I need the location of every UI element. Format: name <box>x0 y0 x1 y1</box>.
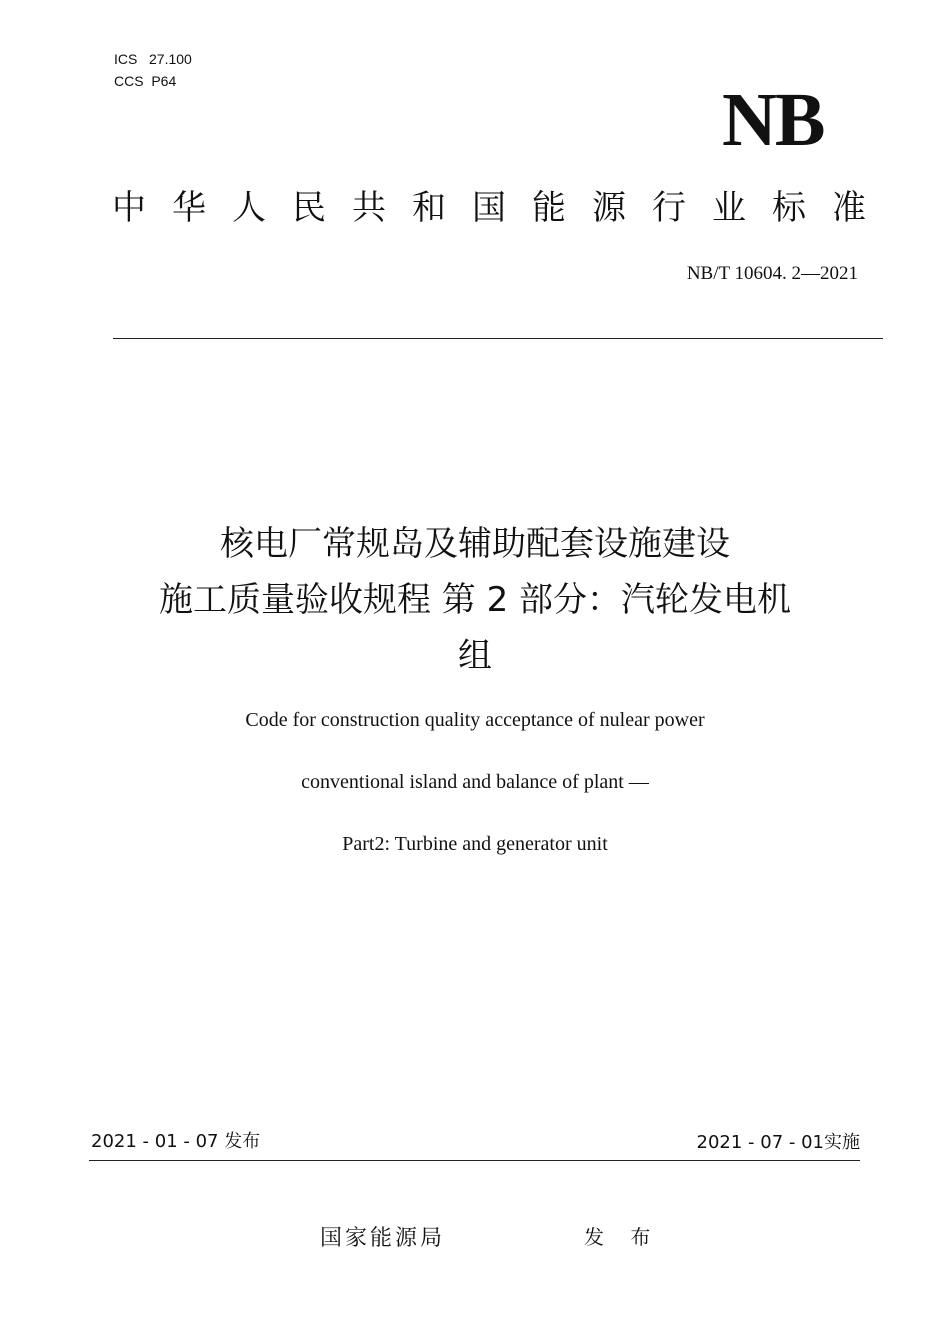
issue-label: 发 布 <box>584 1225 661 1249</box>
implement-date: 2021 - 07 - 01实施 <box>696 1132 860 1153</box>
standard-type-heading: 中华人民共和国能源行业标准 <box>112 188 892 228</box>
chinese-title-line-3: 组 <box>458 636 492 676</box>
chinese-title-line-1: 核电厂常规岛及辅助配套设施建设 <box>220 524 730 564</box>
publish-date: 2021 - 01 - 07 发布 <box>91 1131 261 1152</box>
standard-number: NB/T 10604. 2—2021 <box>686 263 858 284</box>
chinese-title <box>60 516 890 684</box>
nb-logo: NB <box>722 78 824 162</box>
chinese-title-line-2: 施工质量验收规程 第 2 部分：汽轮发电机 <box>158 580 792 620</box>
ccs-code: CCS P64 <box>114 73 177 89</box>
classification-codes <box>114 48 192 92</box>
english-title-line-2: conventional island and balance of plant — <box>301 771 649 793</box>
english-title <box>60 704 890 890</box>
bottom-divider <box>89 1160 860 1161</box>
ics-code: ICS 27.100 <box>114 51 192 67</box>
english-title-line-1: Code for construction quality acceptance of nulear power <box>245 709 705 731</box>
english-title-line-3: Part2: Turbine and generator unit <box>342 833 608 855</box>
issuing-authority: 国家能源局 <box>320 1226 446 1251</box>
top-divider <box>113 338 883 339</box>
